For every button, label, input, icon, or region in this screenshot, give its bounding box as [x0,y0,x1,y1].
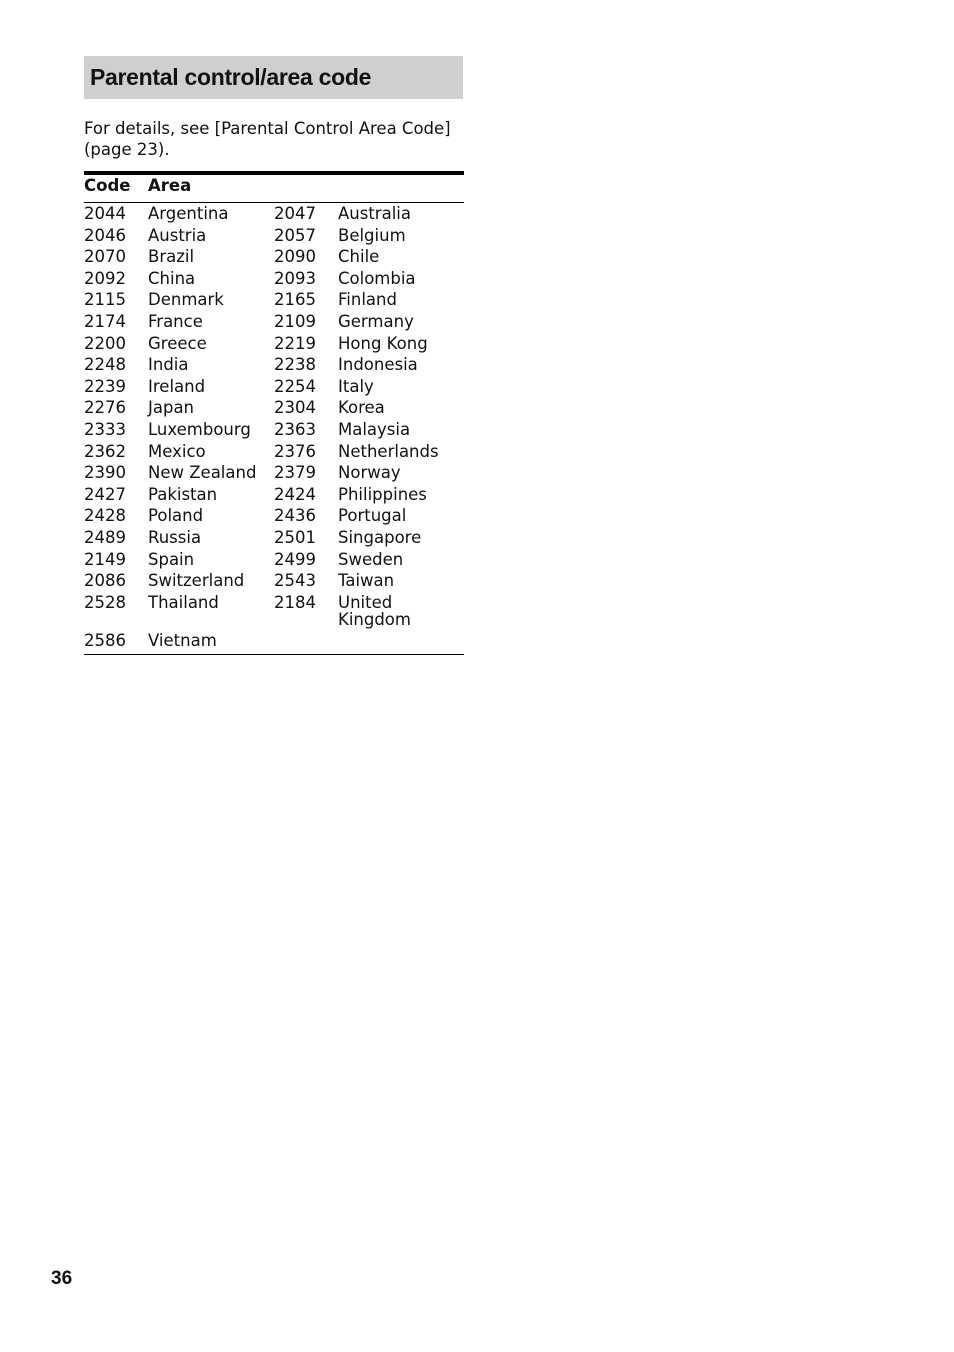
table-row [84,227,464,249]
code-cell: 2149 [84,549,126,569]
header-code: Code [84,175,148,203]
code-cell [274,632,338,654]
area-cell: Russia [148,527,202,547]
table-row [84,443,464,465]
area-cell: Argentina [148,204,229,223]
area-cell: Austria [148,225,207,245]
area-cell: Norway [338,463,401,483]
code-cell: 2489 [84,527,126,547]
area-cell: Singapore [338,527,422,547]
page-number: 36 [51,1268,73,1289]
area-cell: France [148,311,203,331]
table-row [84,529,464,551]
area-cell: Spain [148,549,195,569]
code-cell: 2376 [274,441,316,461]
area-cell: United Kingdom [338,592,411,629]
area-cell: Taiwan [338,571,395,591]
code-cell: 2427 [84,484,126,504]
intro-text: For details, see [Parental Control Area Code] (page 23). [84,119,451,159]
code-cell: 2070 [84,247,126,267]
code-cell: 2501 [274,527,316,547]
header-spacer [274,175,338,203]
code-cell: 2333 [84,419,126,439]
code-cell: 2115 [84,290,126,310]
table-row [84,594,464,632]
area-cell: Luxembourg [148,419,251,439]
code-cell: 2046 [84,225,126,245]
table-row [84,356,464,378]
area-cell: Portugal [338,506,407,526]
area-cell: Colombia [338,268,416,288]
code-cell: 2304 [274,398,316,418]
code-cell: 2109 [274,311,316,331]
header-area: Area [148,175,274,203]
code-cell: 2090 [274,247,316,267]
code-cell: 2499 [274,549,316,569]
code-cell: 2239 [84,376,126,396]
code-cell: 2436 [274,506,316,526]
area-cell: Switzerland [148,571,245,591]
table-row [84,572,464,594]
section-title: Parental control/area code [84,56,463,99]
area-cell: India [148,355,189,375]
area-cell: Vietnam [148,630,217,650]
table-row [84,421,464,443]
area-cell: Greece [148,333,207,353]
table-row [84,464,464,486]
code-cell: 2219 [274,333,316,353]
area-cell: Brazil [148,247,195,267]
code-cell: 2174 [84,311,126,331]
area-code-table-container [84,171,464,655]
code-cell: 2184 [274,592,316,612]
table-row [84,632,464,654]
area-cell: Mexico [148,441,206,461]
code-cell: 2528 [84,592,126,612]
table-row [84,291,464,313]
area-cell: Japan [148,398,195,418]
area-cell: Belgium [338,225,406,245]
code-cell: 2238 [274,355,316,375]
area-cell: Germany [338,311,414,331]
code-cell: 2424 [274,484,316,504]
table-row [84,486,464,508]
code-cell: 2276 [84,398,126,418]
code-cell: 2586 [84,630,126,650]
table-row [84,378,464,400]
area-cell: Poland [148,506,204,526]
area-cell: Sweden [338,549,404,569]
table-row [84,270,464,292]
code-cell: 2092 [84,268,126,288]
area-cell: Netherlands [338,441,439,461]
table-row [84,399,464,421]
area-cell: Australia [338,204,411,223]
table-header-row [84,175,464,203]
area-cell: Italy [338,376,374,396]
code-cell: 2248 [84,355,126,375]
table-row [84,313,464,335]
table-row [84,335,464,357]
code-cell: 2428 [84,506,126,526]
code-cell: 2363 [274,419,316,439]
code-cell: 2390 [84,463,126,483]
code-cell: 2165 [274,290,316,310]
area-cell: Thailand [148,592,219,612]
code-cell: 2057 [274,225,316,245]
area-cell: Indonesia [338,355,418,375]
area-cell: Philippines [338,484,427,504]
code-cell: 2200 [84,333,126,353]
area-cell: Malaysia [338,419,411,439]
area-cell: Korea [338,398,385,418]
code-cell: 2254 [274,376,316,396]
area-cell: Pakistan [148,484,218,504]
code-cell: 2044 [84,204,126,223]
code-cell: 2093 [274,268,316,288]
table-row [84,507,464,529]
code-cell: 2362 [84,441,126,461]
area-cell: Finland [338,290,397,310]
area-cell: New Zealand [148,463,257,483]
area-cell: Ireland [148,376,206,396]
table-row [84,248,464,270]
area-cell: Chile [338,247,380,267]
table-row [84,551,464,573]
code-cell: 2047 [274,204,316,223]
table-row [84,203,464,227]
code-cell: 2379 [274,463,316,483]
area-cell: China [148,268,196,288]
area-cell: Hong Kong [338,333,428,353]
area-code-table [84,175,464,654]
code-cell: 2543 [274,571,316,591]
area-cell: Denmark [148,290,224,310]
code-cell: 2086 [84,571,126,591]
area-cell [338,632,464,654]
header-spacer [338,175,464,203]
